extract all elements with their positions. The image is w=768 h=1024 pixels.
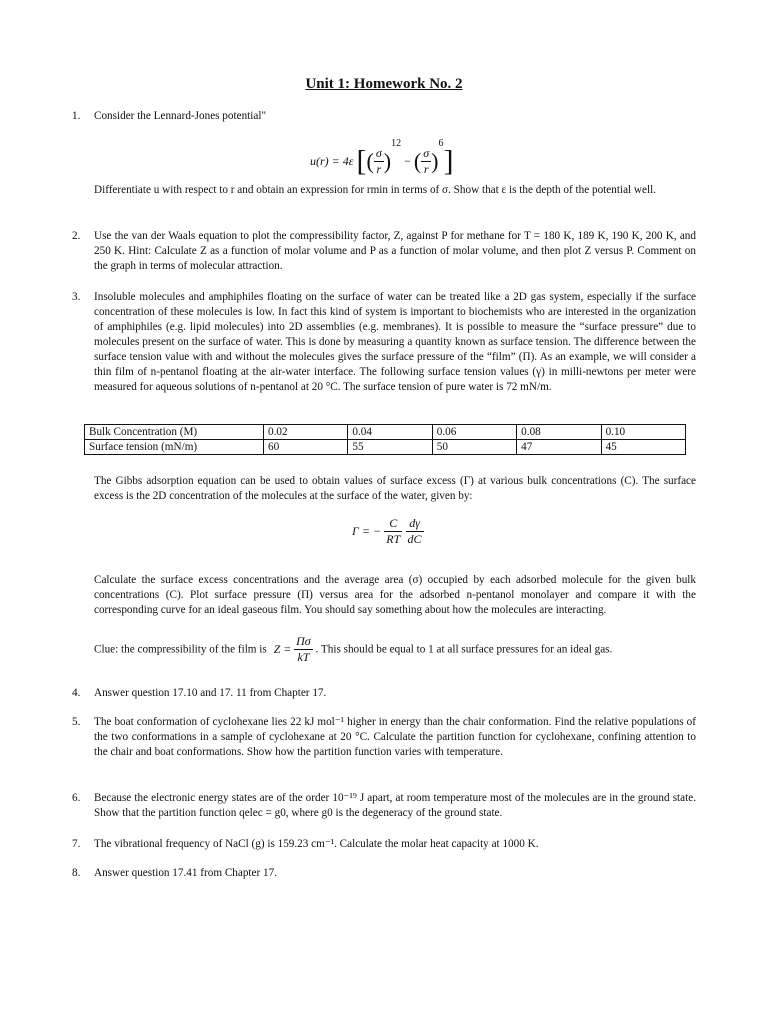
- question-2-text: Use the van der Waals equation to plot the compressibility factor, Z, against P for methane for T = 180 K, 189 K, 190 K, 200 K, and 250 K. Hint: Calculate Z as a function of molar volume and P as a function of molar volume, and then plot Z versus P. Comment on the graph in terms of molecular attraction.: [94, 230, 696, 272]
- question-3-text: Insoluble molecules and amphiphiles floating on the surface of water can be treated like a 2D gas system, especially if the surface concentration of these molecules is low. In fact this kind of system is important to biochemists who are interested in the organization of amphiphiles (e.g. lipid molecules) into 2D assemblies (e.g. membranes). It is possible to measure the “surface pressure” due to molecules present on the surface of water. This is done by measuring a quantity known as surface tension. The difference between the surface tension value with and without the molecules gives the surface pressure of the “film” (Π). As an example, we will consider a thin film of n-pentanol floating at the air-water interface. The following surface tension values (γ) in milli-newtons per meter were measured for aqueous solutions of n-pentanol at 20 °C. The surface tension of pure water is 72 mN/m.: [94, 291, 696, 393]
- question-7-text: The vibrational frequency of NaCl (g) is 159.23 cm⁻¹. Calculate the molar heat capacity at 1000 K.: [94, 838, 539, 850]
- question-number: 4.: [72, 687, 81, 699]
- question-5-text: The boat conformation of cyclohexane lies 22 kJ mol⁻¹ higher in energy than the chair conformation. Find the relative populations of the two conformations in a sample of cyclohexane at 20 °C. Calculate the partition function for cyclohexane, confining attention to the chair and boat conformations. Show how the partition function varies with temperature.: [94, 716, 696, 758]
- equation-power-6: 6: [438, 138, 444, 149]
- gibbs-lhs: Γ = −: [352, 524, 382, 538]
- question-4-text: Answer question 17.10 and 17. 11 from Chapter 17.: [94, 687, 327, 699]
- question-number: 2.: [72, 230, 81, 242]
- lennard-jones-equation: u(r) = 4ε [( $\frac{\sigma}{r}$ )$^{12}$ − ( $\frac{\sigma}{r}$ )$^6$]: [310, 138, 454, 178]
- gibbs-numerator: dγ: [406, 516, 424, 532]
- table-cell: 47: [517, 440, 601, 455]
- table-cell: 0.08: [517, 425, 601, 440]
- clue-text-end: . This should be equal to 1 at all surface pressures for an ideal gas.: [315, 643, 613, 656]
- clue-denominator: kT: [297, 650, 310, 664]
- page-title: Unit 1: Homework No. 2: [305, 76, 463, 92]
- table-row: [85, 440, 686, 455]
- equation-r: r: [423, 161, 429, 176]
- equation-r: r: [376, 161, 382, 176]
- gibbs-denominator: dC: [407, 532, 422, 546]
- table-cell: 60: [264, 440, 348, 455]
- table-cell: 50: [432, 440, 516, 455]
- question-8-text: Answer question 17.41 from Chapter 17.: [94, 867, 278, 879]
- equation-sigma: σ: [423, 145, 430, 160]
- table-row: [85, 425, 686, 440]
- equation-power-12: 12: [391, 138, 402, 149]
- gibbs-numerator: C: [384, 516, 402, 532]
- question-number: 3.: [72, 291, 81, 303]
- equation-sigma: σ: [375, 145, 382, 160]
- equation-lhs: u(r) = 4ε: [310, 153, 354, 168]
- calc-paragraph: Calculate the surface excess concentrations and the average area (σ) occupied by each adsorbed molecule for the given bulk concentrations (C). Plot surface pressure (Π) versus area for the adsorbed n-pentanol monolayer and compare it with the corresponding curve for an ideal gaseous film. You should say something about how the molecules are interacting.: [94, 574, 696, 616]
- gibbs-equation: [352, 516, 424, 547]
- clue-numerator: Πσ: [296, 634, 311, 648]
- question-number: 1.: [72, 110, 81, 122]
- gibbs-paragraph: The Gibbs adsorption equation can be used to obtain values of surface excess (Γ) at various bulk concentrations (C). The surface excess is the 2D concentration of the molecules at the surface of the water, given by:: [94, 475, 696, 502]
- question-1-text: Differentiate u with respect to r and obtain an expression for rmin in terms of σ. Show that ε is the depth of the potential well.: [94, 184, 656, 196]
- table-cell: 45: [601, 440, 685, 455]
- table-cell: 0.04: [348, 425, 432, 440]
- surface-tension-table: [84, 424, 686, 455]
- question-number: 8.: [72, 867, 81, 879]
- clue-text: Clue: the compressibility of the film is: [94, 643, 267, 656]
- question-number: 6.: [72, 792, 81, 804]
- question-1-intro: Consider the Lennard-Jones potential": [94, 110, 267, 122]
- table-cell: Surface tension (mN/m): [85, 440, 264, 455]
- clue-line: [94, 634, 612, 665]
- table-cell: Bulk Concentration (M): [85, 425, 264, 440]
- gibbs-denominator: RT: [386, 532, 401, 546]
- question-6-text: Because the electronic energy states are of the order 10⁻¹⁹ J apart, at room temperature most of the molecules are in the ground state. Show that the partition function qelec = g0, where g0 is the degeneracy of the ground state.: [94, 792, 696, 819]
- table-cell: 55: [348, 440, 432, 455]
- question-number: 7.: [72, 838, 81, 850]
- table-cell: 0.06: [432, 425, 516, 440]
- clue-z: Z =: [273, 642, 292, 656]
- table-cell: 0.10: [601, 425, 685, 440]
- question-number: 5.: [72, 716, 81, 728]
- table-cell: 0.02: [264, 425, 348, 440]
